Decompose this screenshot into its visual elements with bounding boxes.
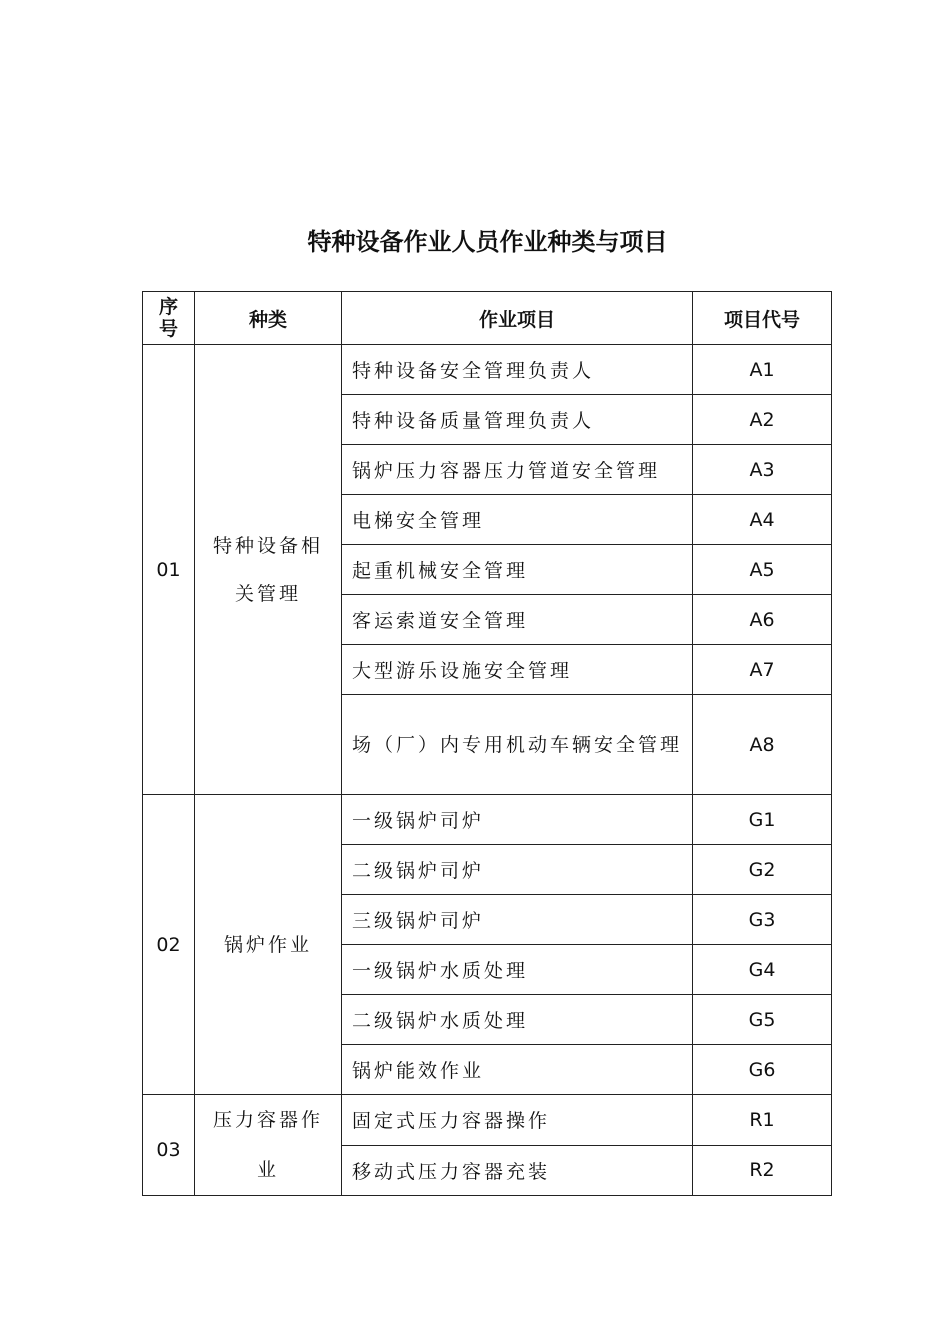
group-index: 02 [143,795,195,1095]
group-category: 锅炉作业 [195,795,342,1095]
item-name: 大型游乐设施安全管理 [342,645,693,695]
item-name: 起重机械安全管理 [342,545,693,595]
table-header-row [143,292,832,345]
work-category-table [142,291,832,1196]
header-item: 作业项目 [342,292,693,345]
group-category: 压力容器作业 [195,1095,342,1196]
item-code: A3 [693,445,832,495]
table-row [143,1095,832,1146]
header-index: 序号 [143,292,195,345]
table-row [143,345,832,395]
item-name: 场（厂）内专用机动车辆安全管理 [342,695,693,795]
item-code: G3 [693,895,832,945]
item-code: A8 [693,695,832,795]
table-row [143,795,832,845]
header-code: 项目代号 [693,292,832,345]
item-code: G5 [693,995,832,1045]
item-name: 二级锅炉水质处理 [342,995,693,1045]
item-code: G6 [693,1045,832,1095]
item-name: 电梯安全管理 [342,495,693,545]
item-name: 特种设备质量管理负责人 [342,395,693,445]
item-name: 一级锅炉水质处理 [342,945,693,995]
item-name: 客运索道安全管理 [342,595,693,645]
header-category: 种类 [195,292,342,345]
item-code: R1 [693,1095,832,1146]
item-code: A7 [693,645,832,695]
group-index: 01 [143,345,195,795]
item-name: 二级锅炉司炉 [342,845,693,895]
group-index: 03 [143,1095,195,1196]
group-category: 特种设备相关管理 [195,345,342,795]
item-name: 一级锅炉司炉 [342,795,693,845]
item-name: 固定式压力容器操作 [342,1095,693,1146]
item-name: 锅炉能效作业 [342,1045,693,1095]
item-code: G2 [693,845,832,895]
item-code: A4 [693,495,832,545]
item-code: A2 [693,395,832,445]
item-code: A5 [693,545,832,595]
item-name: 特种设备安全管理负责人 [342,345,693,395]
item-name: 三级锅炉司炉 [342,895,693,945]
item-name: 锅炉压力容器压力管道安全管理 [342,445,693,495]
item-code: R2 [693,1145,832,1196]
item-code: G1 [693,795,832,845]
item-code: A1 [693,345,832,395]
item-code: A6 [693,595,832,645]
page-title: 特种设备作业人员作业种类与项目 [307,228,668,256]
item-code: G4 [693,945,832,995]
item-name: 移动式压力容器充装 [342,1145,693,1196]
